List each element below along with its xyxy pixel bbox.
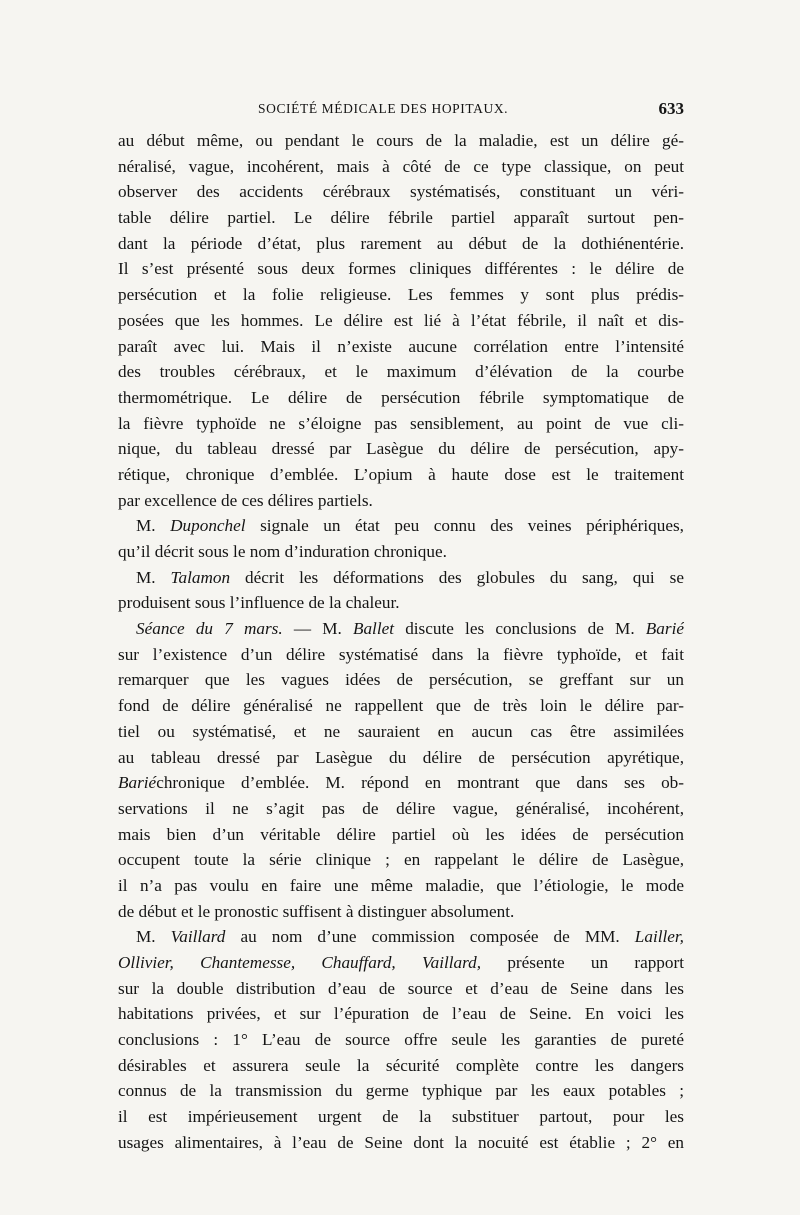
running-title: SOCIÉTÉ MÉDICALE DES HOPITAUX. bbox=[258, 101, 509, 116]
line-text: M. bbox=[136, 516, 171, 536]
line-text: observer des accidents cérébraux systématisés, constituant un véri- bbox=[118, 182, 684, 202]
line-text: sur l’existence d’un délire systématisé dans la fièvre typhoïde, et fait bbox=[118, 644, 684, 664]
text-line bbox=[118, 205, 684, 231]
text-line bbox=[118, 256, 684, 282]
text-line bbox=[118, 642, 684, 668]
text-line bbox=[118, 488, 684, 514]
line-text: servations il ne s’agit pas de délire vague, généralisé, incohérent, bbox=[118, 798, 684, 818]
line-text: au tableau dressé par Lasègue du délire de persécution apyrétique, bbox=[118, 747, 684, 767]
line-text: — M. bbox=[282, 619, 353, 639]
line-text: des troubles cérébraux, et le maximum d’élévation de la courbe bbox=[118, 362, 684, 382]
line-text: habitations privées, et sur l’épuration de l’eau de Seine. En voici les bbox=[118, 1004, 684, 1024]
text-line bbox=[118, 1053, 684, 1079]
italic-name: Barié bbox=[645, 619, 684, 639]
text-line bbox=[118, 179, 684, 205]
text-line bbox=[118, 385, 684, 411]
line-text: conclusions : 1° L’eau de source offre seule les garanties de pureté bbox=[118, 1030, 684, 1050]
text-line bbox=[118, 693, 684, 719]
line-text: produisent sous l’influence de la chaleur. bbox=[118, 593, 400, 613]
text-line bbox=[118, 231, 684, 257]
line-text: rétique, chronique d’emblée. L’opium à haute dose est le traitement bbox=[118, 464, 684, 484]
text-line bbox=[118, 513, 684, 539]
line-text: remarquer que les vagues idées de persécution, se greffant sur un bbox=[118, 670, 684, 690]
line-text: fond de délire généralisé ne rappellent que de très loin le délire par- bbox=[118, 696, 684, 716]
italic-name: Talamon bbox=[170, 567, 231, 587]
line-text: néralisé, vague, incohérent, mais à côté de ce type classique, on peut bbox=[118, 156, 684, 176]
line-text: au nom d’une commission composée de MM. bbox=[225, 927, 635, 947]
line-text: posées que les hommes. Le délire est lié à l’état fébrile, il naît et dis- bbox=[118, 310, 684, 330]
line-text: discute les conclusions de M. bbox=[394, 619, 646, 639]
page-number: 633 bbox=[658, 99, 684, 118]
line-text: occupent toute la série clinique ; en rappelant le délire de Lasègue, bbox=[118, 850, 684, 870]
text-line bbox=[118, 770, 684, 796]
text-line bbox=[118, 719, 684, 745]
line-text: Il s’est présenté sous deux formes cliniques différentes : le délire de bbox=[118, 259, 684, 279]
text-line bbox=[118, 308, 684, 334]
text-line bbox=[118, 1104, 684, 1130]
text-line bbox=[118, 873, 684, 899]
line-text: décrit les déformations des globules du sang, qui se bbox=[230, 567, 684, 587]
line-text: table délire partiel. Le délire fébrile partiel apparaît surtout pen- bbox=[118, 208, 684, 228]
text-line bbox=[118, 796, 684, 822]
text-line bbox=[118, 822, 684, 848]
line-text: qu’il décrit sous le nom d’induration chronique. bbox=[118, 542, 447, 561]
italic-name: Vaillard bbox=[170, 927, 226, 947]
line-text: désirables et assurera seule la sécurité complète contre les dangers bbox=[118, 1055, 684, 1075]
text-line bbox=[118, 359, 684, 385]
line-text: persécution et la folie religieuse. Les femmes y sont plus prédis- bbox=[118, 285, 684, 305]
italic-name: Barié bbox=[118, 773, 157, 793]
text-line bbox=[118, 847, 684, 873]
line-text: chronique d’emblée. M. bbox=[156, 773, 362, 793]
text-line bbox=[118, 590, 684, 616]
text-line bbox=[118, 462, 684, 488]
line-text: nique, du tableau dressé par Lasègue du délire de persécution, apy- bbox=[118, 439, 684, 459]
text-line bbox=[118, 1001, 684, 1027]
text-line bbox=[118, 1130, 684, 1156]
text-line bbox=[118, 565, 684, 591]
line-text: connus de la transmission du germe typhique par les eaux potables ; bbox=[118, 1081, 684, 1101]
italic-name: Ollivier, Chantemesse, Chauffard, Vaillard, bbox=[118, 953, 482, 972]
text-line bbox=[118, 745, 684, 771]
line-text: répond en montrant que dans ses ob- bbox=[361, 773, 684, 793]
line-text: par excellence de ces délires partiels. bbox=[118, 490, 373, 510]
line-text: thermométrique. Le délire de persécution fébrile symptomatique de bbox=[118, 387, 684, 407]
text-line bbox=[118, 976, 684, 1002]
text-line bbox=[118, 924, 684, 950]
text-line bbox=[118, 616, 684, 642]
line-text: présente un rapport bbox=[481, 953, 684, 972]
line-text: mais bien d’un véritable délire partiel où les idées de persécution bbox=[118, 824, 684, 844]
text-line bbox=[118, 950, 684, 976]
line-text: il n’a pas voulu en faire une même maladie, que l’étiologie, le mode bbox=[118, 875, 684, 895]
line-text: dant la période d’état, plus rarement au début de la dothiénentérie. bbox=[118, 233, 684, 253]
line-text: M. bbox=[136, 567, 171, 587]
italic-name: Lailler, bbox=[634, 927, 684, 947]
text-line bbox=[118, 282, 684, 308]
line-text: au début même, ou pendant le cours de la maladie, est un délire gé- bbox=[118, 131, 684, 150]
italic-name: Duponchel bbox=[170, 516, 246, 536]
text-line bbox=[118, 334, 684, 360]
italic-name: Séance du 7 mars. bbox=[136, 619, 283, 639]
text-line bbox=[118, 154, 684, 180]
line-text: tiel ou systématisé, et ne sauraient en aucun cas être assimilées bbox=[118, 721, 684, 741]
text-line bbox=[118, 411, 684, 437]
page-header bbox=[118, 99, 684, 125]
line-text: de début et le pronostic suffisent à distinguer absolument. bbox=[118, 901, 515, 921]
line-text: usages alimentaires, à l’eau de Seine dont la nocuité est établie ; 2° en bbox=[118, 1132, 684, 1152]
line-text: paraît avec lui. Mais il n’existe aucune corrélation entre l’intensité bbox=[118, 336, 684, 356]
line-text: signale un état peu connu des veines périphériques, bbox=[245, 516, 684, 536]
text-line bbox=[118, 539, 684, 565]
text-line bbox=[118, 1078, 684, 1104]
text-line bbox=[118, 1027, 684, 1053]
italic-name: Ballet bbox=[352, 619, 395, 639]
body-text bbox=[118, 128, 684, 1156]
text-line bbox=[118, 128, 684, 154]
line-text: la fièvre typhoïde ne s’éloigne pas sensiblement, au point de vue cli- bbox=[118, 413, 684, 433]
line-text: M. bbox=[136, 927, 171, 947]
line-text: il est impérieusement urgent de la substituer partout, pour les bbox=[118, 1107, 684, 1127]
line-text: sur la double distribution d’eau de source et d’eau de Seine dans les bbox=[118, 978, 684, 998]
text-line bbox=[118, 667, 684, 693]
text-line bbox=[118, 436, 684, 462]
text-line bbox=[118, 899, 684, 925]
